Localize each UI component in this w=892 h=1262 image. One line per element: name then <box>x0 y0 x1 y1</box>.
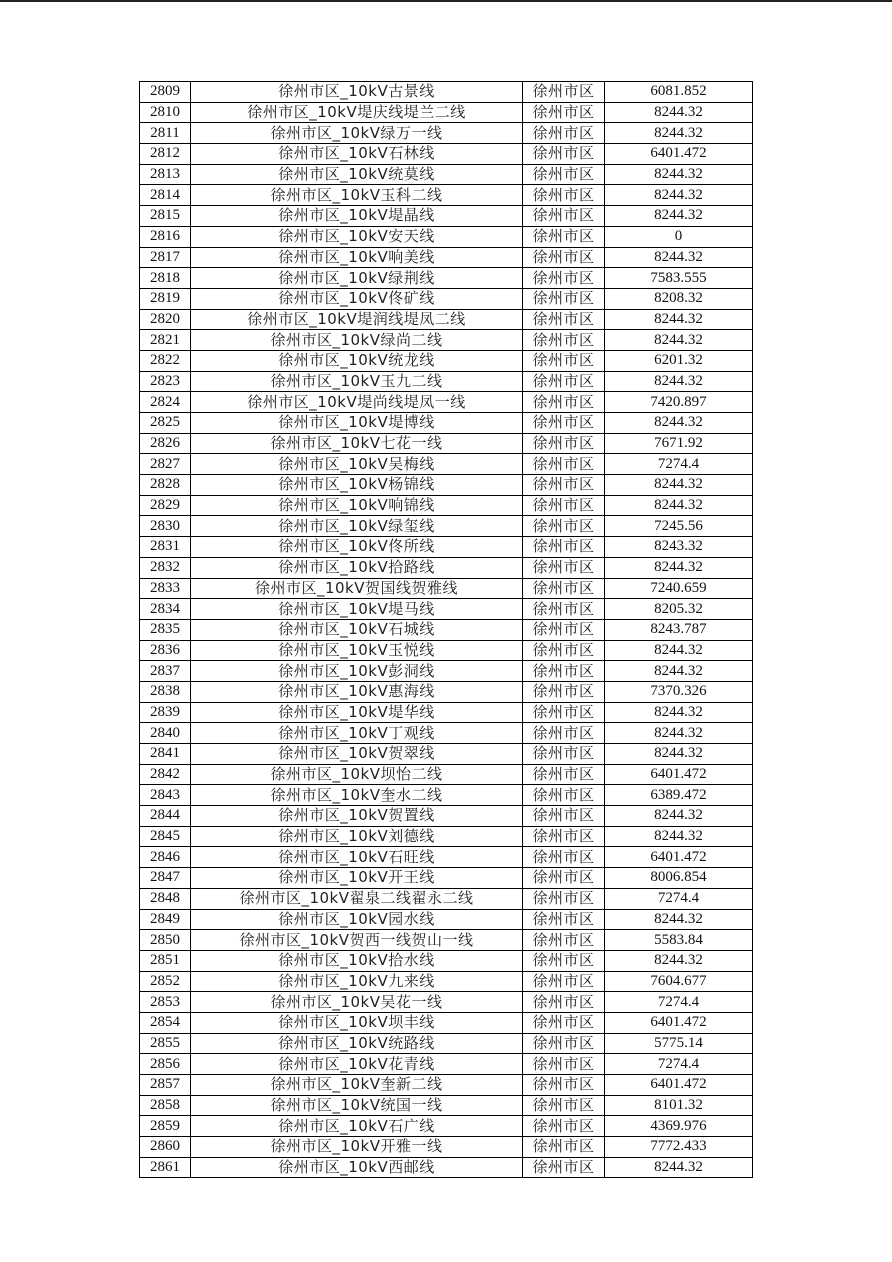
line-name-cell: 徐州市区_10kV绿尚二线 <box>191 330 523 351</box>
region-cell: 徐州市区 <box>523 806 605 827</box>
region-cell: 徐州市区 <box>523 371 605 392</box>
value-cell: 8006.854 <box>605 868 753 889</box>
line-name-cell: 徐州市区_10kV坝丰线 <box>191 1012 523 1033</box>
region-cell: 徐州市区 <box>523 599 605 620</box>
line-name-cell: 徐州市区_10kV堤尚线堤凤一线 <box>191 392 523 413</box>
table-row <box>140 433 753 454</box>
line-name-cell: 徐州市区_10kV拾路线 <box>191 557 523 578</box>
row-number-cell: 2851 <box>140 950 191 971</box>
value-cell: 7274.4 <box>605 1054 753 1075</box>
table-row <box>140 1157 753 1178</box>
table-row <box>140 764 753 785</box>
region-cell: 徐州市区 <box>523 619 605 640</box>
region-cell: 徐州市区 <box>523 557 605 578</box>
row-number-cell: 2859 <box>140 1116 191 1137</box>
line-name-cell: 徐州市区_10kV统龙线 <box>191 350 523 371</box>
row-number-cell: 2853 <box>140 992 191 1013</box>
table-row <box>140 888 753 909</box>
line-name-cell: 徐州市区_10kV拾水线 <box>191 950 523 971</box>
row-number-cell: 2814 <box>140 185 191 206</box>
value-cell: 6401.472 <box>605 764 753 785</box>
line-name-cell: 徐州市区_10kV绿玺线 <box>191 516 523 537</box>
line-name-cell: 徐州市区_10kV开雅一线 <box>191 1137 523 1158</box>
region-cell: 徐州市区 <box>523 1095 605 1116</box>
value-cell: 8244.32 <box>605 371 753 392</box>
line-name-cell: 徐州市区_10kV佟所线 <box>191 537 523 558</box>
region-cell: 徐州市区 <box>523 413 605 434</box>
row-number-cell: 2813 <box>140 164 191 185</box>
line-name-cell: 徐州市区_10kV坝怡二线 <box>191 764 523 785</box>
page-top-rule <box>0 0 892 2</box>
table-row <box>140 950 753 971</box>
table-body <box>140 82 753 1178</box>
table-row <box>140 392 753 413</box>
value-cell: 8244.32 <box>605 247 753 268</box>
value-cell: 8244.32 <box>605 475 753 496</box>
row-number-cell: 2811 <box>140 123 191 144</box>
table-row <box>140 123 753 144</box>
value-cell: 8244.32 <box>605 206 753 227</box>
region-cell: 徐州市区 <box>523 930 605 951</box>
row-number-cell: 2815 <box>140 206 191 227</box>
table-row <box>140 82 753 103</box>
row-number-cell: 2821 <box>140 330 191 351</box>
line-name-cell: 徐州市区_10kV杨锦线 <box>191 475 523 496</box>
region-cell: 徐州市区 <box>523 475 605 496</box>
line-name-cell: 徐州市区_10kV吴梅线 <box>191 454 523 475</box>
table-row <box>140 1137 753 1158</box>
line-name-cell: 徐州市区_10kV贺置线 <box>191 806 523 827</box>
line-name-cell: 徐州市区_10kV堤华线 <box>191 702 523 723</box>
row-number-cell: 2833 <box>140 578 191 599</box>
row-number-cell: 2817 <box>140 247 191 268</box>
value-cell: 8243.787 <box>605 619 753 640</box>
row-number-cell: 2834 <box>140 599 191 620</box>
table-row <box>140 930 753 951</box>
line-name-cell: 徐州市区_10kV玉科二线 <box>191 185 523 206</box>
line-name-cell: 徐州市区_10kV石林线 <box>191 144 523 165</box>
table-row <box>140 599 753 620</box>
row-number-cell: 2848 <box>140 888 191 909</box>
row-number-cell: 2824 <box>140 392 191 413</box>
line-name-cell: 徐州市区_10kV贺国线贺雅线 <box>191 578 523 599</box>
value-cell: 7240.659 <box>605 578 753 599</box>
value-cell: 8244.32 <box>605 950 753 971</box>
row-number-cell: 2856 <box>140 1054 191 1075</box>
table-row <box>140 537 753 558</box>
region-cell: 徐州市区 <box>523 206 605 227</box>
value-cell: 8244.32 <box>605 723 753 744</box>
region-cell: 徐州市区 <box>523 82 605 103</box>
region-cell: 徐州市区 <box>523 909 605 930</box>
value-cell: 8244.32 <box>605 826 753 847</box>
table-row <box>140 723 753 744</box>
value-cell: 0 <box>605 226 753 247</box>
line-name-cell: 徐州市区_10kV玉九二线 <box>191 371 523 392</box>
region-cell: 徐州市区 <box>523 826 605 847</box>
value-cell: 8244.32 <box>605 909 753 930</box>
region-cell: 徐州市区 <box>523 702 605 723</box>
region-cell: 徐州市区 <box>523 640 605 661</box>
line-name-cell: 徐州市区_10kV响锦线 <box>191 495 523 516</box>
row-number-cell: 2842 <box>140 764 191 785</box>
value-cell: 8244.32 <box>605 661 753 682</box>
value-cell: 8244.32 <box>605 806 753 827</box>
row-number-cell: 2845 <box>140 826 191 847</box>
row-number-cell: 2812 <box>140 144 191 165</box>
table-row <box>140 330 753 351</box>
value-cell: 8244.32 <box>605 495 753 516</box>
line-name-cell: 徐州市区_10kV统莫线 <box>191 164 523 185</box>
region-cell: 徐州市区 <box>523 309 605 330</box>
region-cell: 徐州市区 <box>523 454 605 475</box>
row-number-cell: 2830 <box>140 516 191 537</box>
line-name-cell: 徐州市区_10kV安天线 <box>191 226 523 247</box>
value-cell: 8244.32 <box>605 1157 753 1178</box>
value-cell: 8208.32 <box>605 288 753 309</box>
table-row <box>140 102 753 123</box>
region-cell: 徐州市区 <box>523 433 605 454</box>
value-cell: 7274.4 <box>605 454 753 475</box>
table-row <box>140 206 753 227</box>
table-row <box>140 495 753 516</box>
region-cell: 徐州市区 <box>523 578 605 599</box>
table-row <box>140 475 753 496</box>
region-cell: 徐州市区 <box>523 785 605 806</box>
table-row <box>140 1054 753 1075</box>
table-row <box>140 909 753 930</box>
line-name-cell: 徐州市区_10kV石城线 <box>191 619 523 640</box>
region-cell: 徐州市区 <box>523 268 605 289</box>
value-cell: 7274.4 <box>605 992 753 1013</box>
value-cell: 8244.32 <box>605 102 753 123</box>
region-cell: 徐州市区 <box>523 537 605 558</box>
row-number-cell: 2839 <box>140 702 191 723</box>
table-row <box>140 144 753 165</box>
region-cell: 徐州市区 <box>523 330 605 351</box>
line-name-cell: 徐州市区_10kV花青线 <box>191 1054 523 1075</box>
value-cell: 8244.32 <box>605 640 753 661</box>
region-cell: 徐州市区 <box>523 247 605 268</box>
line-name-cell: 徐州市区_10kV奎新二线 <box>191 1075 523 1096</box>
region-cell: 徐州市区 <box>523 226 605 247</box>
value-cell: 8244.32 <box>605 744 753 765</box>
region-cell: 徐州市区 <box>523 185 605 206</box>
row-number-cell: 2838 <box>140 681 191 702</box>
table-row <box>140 640 753 661</box>
table-row <box>140 619 753 640</box>
value-cell: 6401.472 <box>605 144 753 165</box>
line-name-cell: 徐州市区_10kV堤晶线 <box>191 206 523 227</box>
region-cell: 徐州市区 <box>523 164 605 185</box>
line-name-cell: 徐州市区_10kV九来线 <box>191 971 523 992</box>
row-number-cell: 2832 <box>140 557 191 578</box>
region-cell: 徐州市区 <box>523 1054 605 1075</box>
row-number-cell: 2847 <box>140 868 191 889</box>
row-number-cell: 2852 <box>140 971 191 992</box>
region-cell: 徐州市区 <box>523 681 605 702</box>
table-row <box>140 992 753 1013</box>
row-number-cell: 2819 <box>140 288 191 309</box>
value-cell: 5775.14 <box>605 1033 753 1054</box>
value-cell: 8243.32 <box>605 537 753 558</box>
table-row <box>140 785 753 806</box>
line-name-cell: 徐州市区_10kV玉悦线 <box>191 640 523 661</box>
row-number-cell: 2854 <box>140 1012 191 1033</box>
line-name-cell: 徐州市区_10kV奎水二线 <box>191 785 523 806</box>
value-cell: 8244.32 <box>605 309 753 330</box>
row-number-cell: 2846 <box>140 847 191 868</box>
row-number-cell: 2835 <box>140 619 191 640</box>
table-row <box>140 226 753 247</box>
row-number-cell: 2825 <box>140 413 191 434</box>
table-row <box>140 1116 753 1137</box>
line-name-cell: 徐州市区_10kV石广线 <box>191 1116 523 1137</box>
table-row <box>140 1033 753 1054</box>
table-row <box>140 806 753 827</box>
value-cell: 7772.433 <box>605 1137 753 1158</box>
table-row <box>140 185 753 206</box>
value-cell: 7671.92 <box>605 433 753 454</box>
region-cell: 徐州市区 <box>523 288 605 309</box>
region-cell: 徐州市区 <box>523 950 605 971</box>
region-cell: 徐州市区 <box>523 888 605 909</box>
value-cell: 8244.32 <box>605 557 753 578</box>
line-name-cell: 徐州市区_10kV翟泉二线翟永二线 <box>191 888 523 909</box>
line-name-cell: 徐州市区_10kV贺翠线 <box>191 744 523 765</box>
value-cell: 6201.32 <box>605 350 753 371</box>
region-cell: 徐州市区 <box>523 764 605 785</box>
table-row <box>140 350 753 371</box>
table-row <box>140 1095 753 1116</box>
row-number-cell: 2826 <box>140 433 191 454</box>
value-cell: 6081.852 <box>605 82 753 103</box>
table-row <box>140 516 753 537</box>
row-number-cell: 2857 <box>140 1075 191 1096</box>
line-name-cell: 徐州市区_10kV石旺线 <box>191 847 523 868</box>
line-name-cell: 徐州市区_10kV堤润线堤凤二线 <box>191 309 523 330</box>
value-cell: 7245.56 <box>605 516 753 537</box>
row-number-cell: 2823 <box>140 371 191 392</box>
row-number-cell: 2810 <box>140 102 191 123</box>
region-cell: 徐州市区 <box>523 992 605 1013</box>
line-name-cell: 徐州市区_10kV堤博线 <box>191 413 523 434</box>
table-row <box>140 681 753 702</box>
region-cell: 徐州市区 <box>523 661 605 682</box>
row-number-cell: 2828 <box>140 475 191 496</box>
table-row <box>140 247 753 268</box>
value-cell: 8244.32 <box>605 164 753 185</box>
table-row <box>140 454 753 475</box>
table-row <box>140 371 753 392</box>
table-row <box>140 288 753 309</box>
region-cell: 徐州市区 <box>523 495 605 516</box>
row-number-cell: 2849 <box>140 909 191 930</box>
row-number-cell: 2829 <box>140 495 191 516</box>
table-row <box>140 164 753 185</box>
value-cell: 8244.32 <box>605 185 753 206</box>
row-number-cell: 2850 <box>140 930 191 951</box>
table-row <box>140 868 753 889</box>
value-cell: 7583.555 <box>605 268 753 289</box>
line-name-cell: 徐州市区_10kV统国一线 <box>191 1095 523 1116</box>
data-table <box>139 81 753 1178</box>
table-row <box>140 309 753 330</box>
region-cell: 徐州市区 <box>523 102 605 123</box>
row-number-cell: 2840 <box>140 723 191 744</box>
row-number-cell: 2827 <box>140 454 191 475</box>
value-cell: 7274.4 <box>605 888 753 909</box>
table-row <box>140 702 753 723</box>
region-cell: 徐州市区 <box>523 1033 605 1054</box>
region-cell: 徐州市区 <box>523 868 605 889</box>
value-cell: 8244.32 <box>605 413 753 434</box>
row-number-cell: 2861 <box>140 1157 191 1178</box>
value-cell: 6401.472 <box>605 847 753 868</box>
region-cell: 徐州市区 <box>523 1075 605 1096</box>
row-number-cell: 2831 <box>140 537 191 558</box>
value-cell: 5583.84 <box>605 930 753 951</box>
region-cell: 徐州市区 <box>523 144 605 165</box>
row-number-cell: 2820 <box>140 309 191 330</box>
row-number-cell: 2858 <box>140 1095 191 1116</box>
line-name-cell: 徐州市区_10kV响美线 <box>191 247 523 268</box>
line-name-cell: 徐州市区_10kV佟矿线 <box>191 288 523 309</box>
region-cell: 徐州市区 <box>523 971 605 992</box>
region-cell: 徐州市区 <box>523 723 605 744</box>
value-cell: 6401.472 <box>605 1075 753 1096</box>
value-cell: 7370.326 <box>605 681 753 702</box>
table-row <box>140 826 753 847</box>
value-cell: 8244.32 <box>605 330 753 351</box>
table-row <box>140 578 753 599</box>
line-name-cell: 徐州市区_10kV统路线 <box>191 1033 523 1054</box>
line-name-cell: 徐州市区_10kV开王线 <box>191 868 523 889</box>
line-name-cell: 徐州市区_10kV西邮线 <box>191 1157 523 1178</box>
region-cell: 徐州市区 <box>523 744 605 765</box>
table-row <box>140 413 753 434</box>
line-name-cell: 徐州市区_10kV绿荆线 <box>191 268 523 289</box>
line-name-cell: 徐州市区_10kV惠海线 <box>191 681 523 702</box>
row-number-cell: 2844 <box>140 806 191 827</box>
region-cell: 徐州市区 <box>523 392 605 413</box>
region-cell: 徐州市区 <box>523 1116 605 1137</box>
value-cell: 8205.32 <box>605 599 753 620</box>
row-number-cell: 2822 <box>140 350 191 371</box>
value-cell: 6389.472 <box>605 785 753 806</box>
table-row <box>140 971 753 992</box>
region-cell: 徐州市区 <box>523 123 605 144</box>
row-number-cell: 2809 <box>140 82 191 103</box>
row-number-cell: 2837 <box>140 661 191 682</box>
table-row <box>140 744 753 765</box>
table-row <box>140 1075 753 1096</box>
row-number-cell: 2855 <box>140 1033 191 1054</box>
line-name-cell: 徐州市区_10kV园水线 <box>191 909 523 930</box>
line-name-cell: 徐州市区_10kV绿万一线 <box>191 123 523 144</box>
row-number-cell: 2841 <box>140 744 191 765</box>
row-number-cell: 2843 <box>140 785 191 806</box>
line-name-cell: 徐州市区_10kV堤马线 <box>191 599 523 620</box>
region-cell: 徐州市区 <box>523 350 605 371</box>
row-number-cell: 2836 <box>140 640 191 661</box>
line-name-cell: 徐州市区_10kV丁观线 <box>191 723 523 744</box>
line-name-cell: 徐州市区_10kV刘德线 <box>191 826 523 847</box>
table-row <box>140 268 753 289</box>
value-cell: 7420.897 <box>605 392 753 413</box>
value-cell: 8244.32 <box>605 702 753 723</box>
row-number-cell: 2818 <box>140 268 191 289</box>
line-name-cell: 徐州市区_10kV吴花一线 <box>191 992 523 1013</box>
region-cell: 徐州市区 <box>523 1137 605 1158</box>
table-row <box>140 1012 753 1033</box>
value-cell: 7604.677 <box>605 971 753 992</box>
value-cell: 8101.32 <box>605 1095 753 1116</box>
line-name-cell: 徐州市区_10kV贺西一线贺山一线 <box>191 930 523 951</box>
region-cell: 徐州市区 <box>523 1012 605 1033</box>
table-row <box>140 661 753 682</box>
region-cell: 徐州市区 <box>523 516 605 537</box>
value-cell: 6401.472 <box>605 1012 753 1033</box>
line-name-cell: 徐州市区_10kV堤庆线堤兰二线 <box>191 102 523 123</box>
region-cell: 徐州市区 <box>523 1157 605 1178</box>
region-cell: 徐州市区 <box>523 847 605 868</box>
value-cell: 8244.32 <box>605 123 753 144</box>
row-number-cell: 2816 <box>140 226 191 247</box>
table-row <box>140 557 753 578</box>
line-name-cell: 徐州市区_10kV古景线 <box>191 82 523 103</box>
table-row <box>140 847 753 868</box>
line-name-cell: 徐州市区_10kV彭洞线 <box>191 661 523 682</box>
line-name-cell: 徐州市区_10kV七花一线 <box>191 433 523 454</box>
value-cell: 4369.976 <box>605 1116 753 1137</box>
row-number-cell: 2860 <box>140 1137 191 1158</box>
